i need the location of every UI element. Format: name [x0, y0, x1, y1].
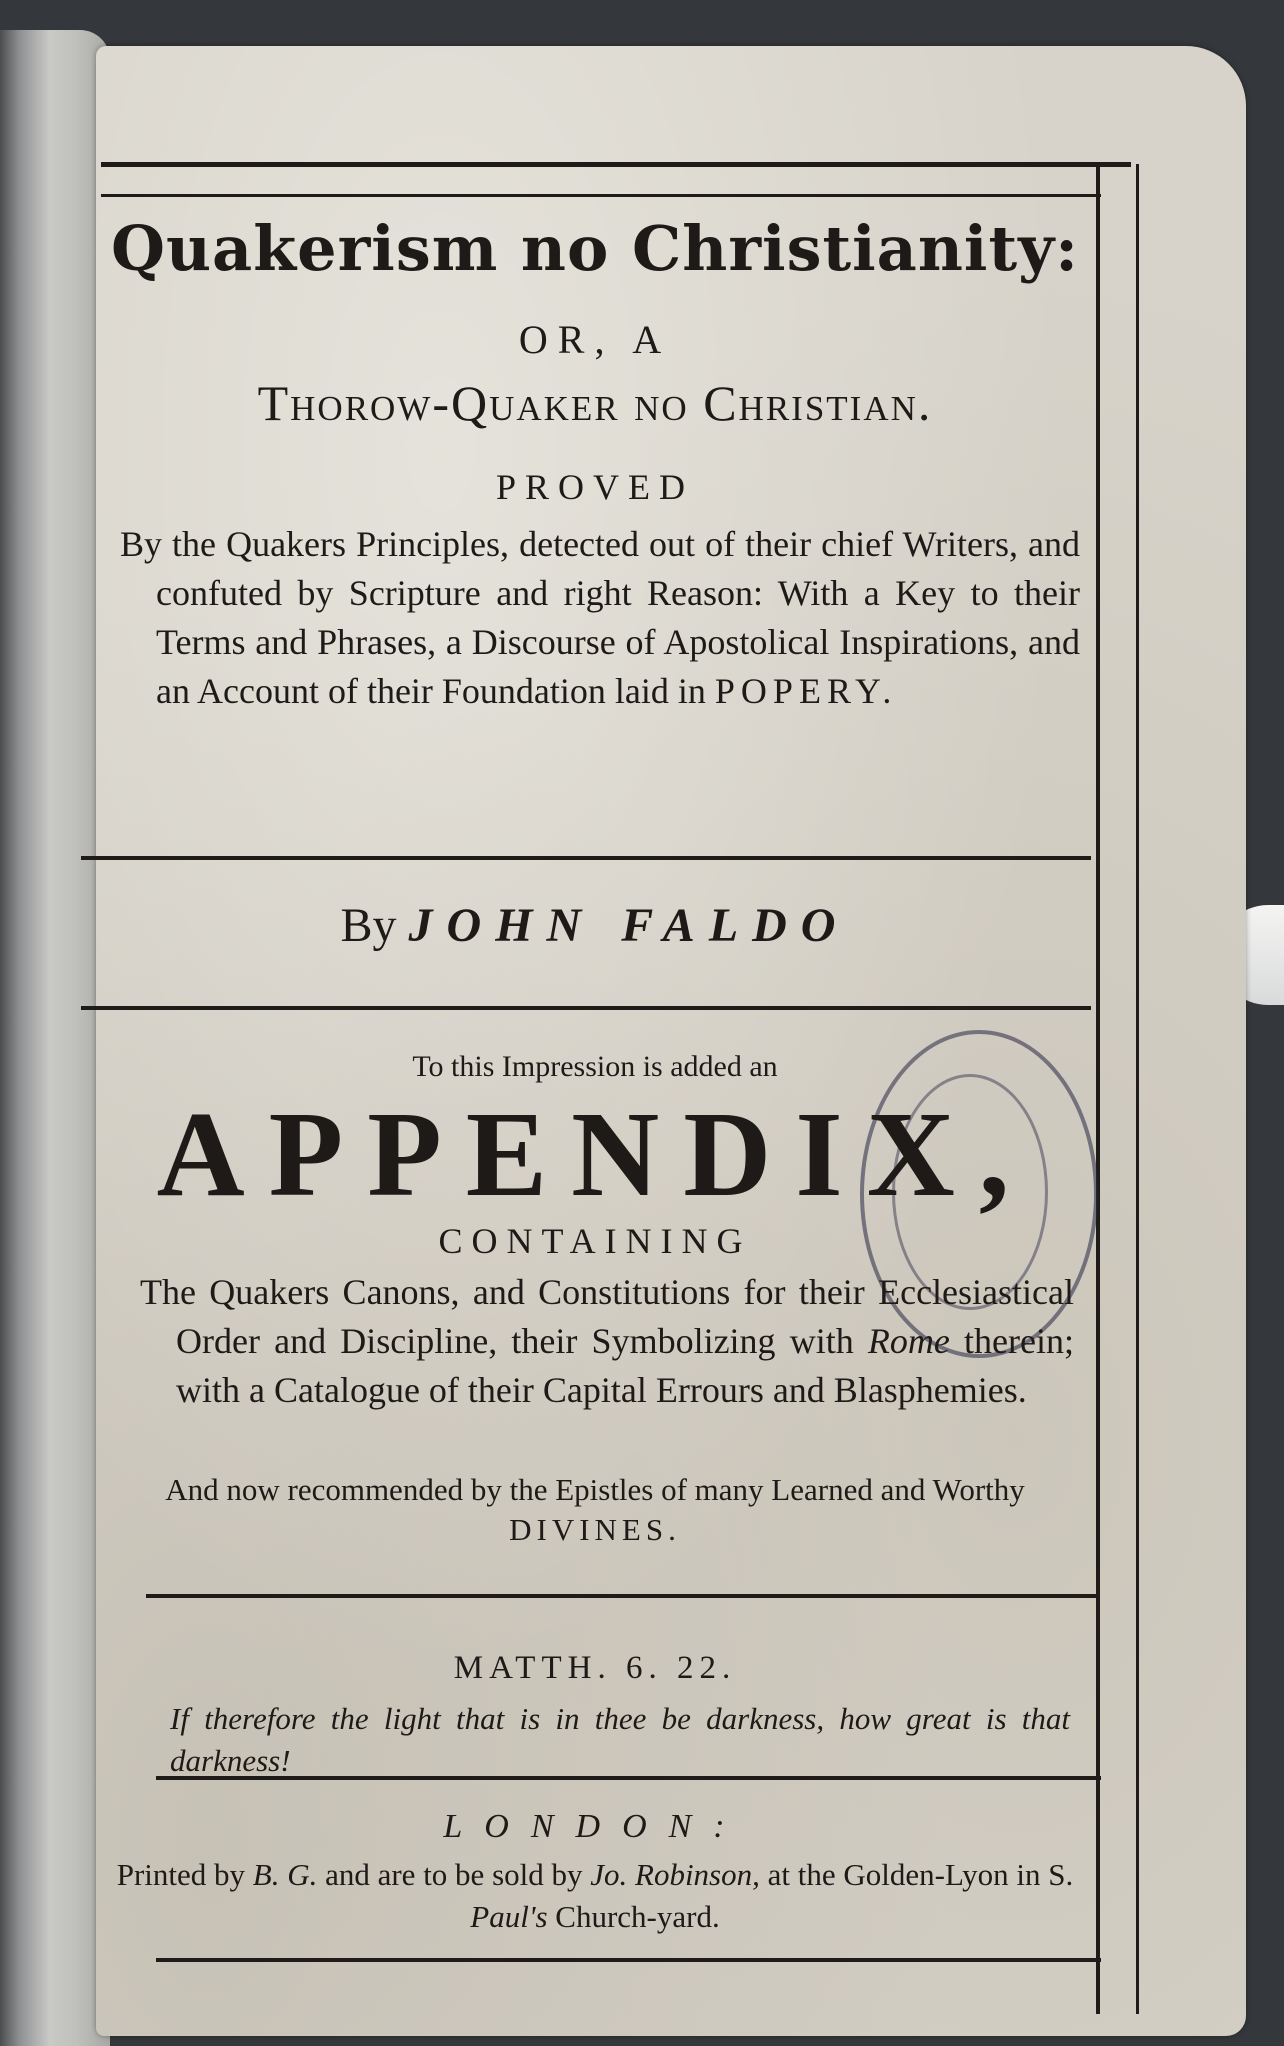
author-name: JOHN FALDO	[408, 899, 850, 952]
appendix-text-a: The Quakers Canons, and Constitutions for their Ecclesiastical Order and Discipline, their Symbolizing with	[140, 1272, 1074, 1361]
imprint-printer: B. G.	[252, 1857, 318, 1892]
imprint-bookseller: Jo. Robinson,	[590, 1857, 760, 1892]
author-line	[100, 898, 1090, 953]
book-binding	[0, 30, 110, 2046]
author-by: By	[340, 899, 397, 952]
divines-word: DIVINES.	[509, 1512, 681, 1547]
appendix-heading: APPENDIX,	[156, 1087, 1034, 1222]
or-line: OR, A	[518, 317, 672, 362]
appendix-text-b: therein; with a Catalogue of their Capital Errours and Blasphemies.	[176, 1321, 1074, 1410]
proved-heading: PROVED	[495, 467, 695, 507]
recommendation-text: And now recommended by the Epistles of many Learned and Worthy	[165, 1472, 1025, 1507]
imprint-text-c: at the Golden-Lyon in S.	[767, 1857, 1074, 1892]
book-title: Quakerism no Christianity:	[110, 212, 1080, 285]
imprint-text-b: and are to be sold by	[325, 1857, 583, 1892]
description-paragraph	[100, 520, 1090, 716]
appendix-rome: Rome	[867, 1321, 950, 1361]
imprint-text-d: Church-yard.	[555, 1899, 720, 1934]
impression-note: To this Impression is added an	[412, 1050, 778, 1083]
right-border-rule-outer	[1136, 164, 1139, 2014]
top-rule-outer	[101, 162, 1131, 167]
scripture-reference: MATTH. 6. 22.	[453, 1650, 737, 1686]
right-border-rule	[1096, 164, 1100, 2014]
containing-heading: CONTAINING	[438, 1221, 752, 1261]
imprint-pauls: Paul's	[470, 1899, 548, 1934]
title-page-text	[100, 190, 1090, 1940]
popery-word: POPERY.	[714, 671, 898, 711]
appendix-paragraph	[100, 1268, 1090, 1415]
imprint-place: LONDON:	[443, 1808, 747, 1845]
imprint-text-a: Printed by	[116, 1857, 246, 1892]
recommendation-line	[100, 1470, 1090, 1550]
imprint-paragraph	[100, 1854, 1090, 1938]
bottom-rule	[156, 1958, 1101, 1962]
description-text: By the Quakers Principles, detected out of their chief Writers, and confuted by Scripture and right Reason: With a Key to their Terms and Phrases, a Discourse of Apostolical Inspirations, and an Account of their Foundation laid in	[120, 524, 1080, 711]
scripture-verse: If therefore the light that is in thee be darkness, how great is that darkness!	[170, 1701, 1070, 1778]
book-subtitle: Thorow-Quaker no Christian.	[257, 375, 933, 431]
